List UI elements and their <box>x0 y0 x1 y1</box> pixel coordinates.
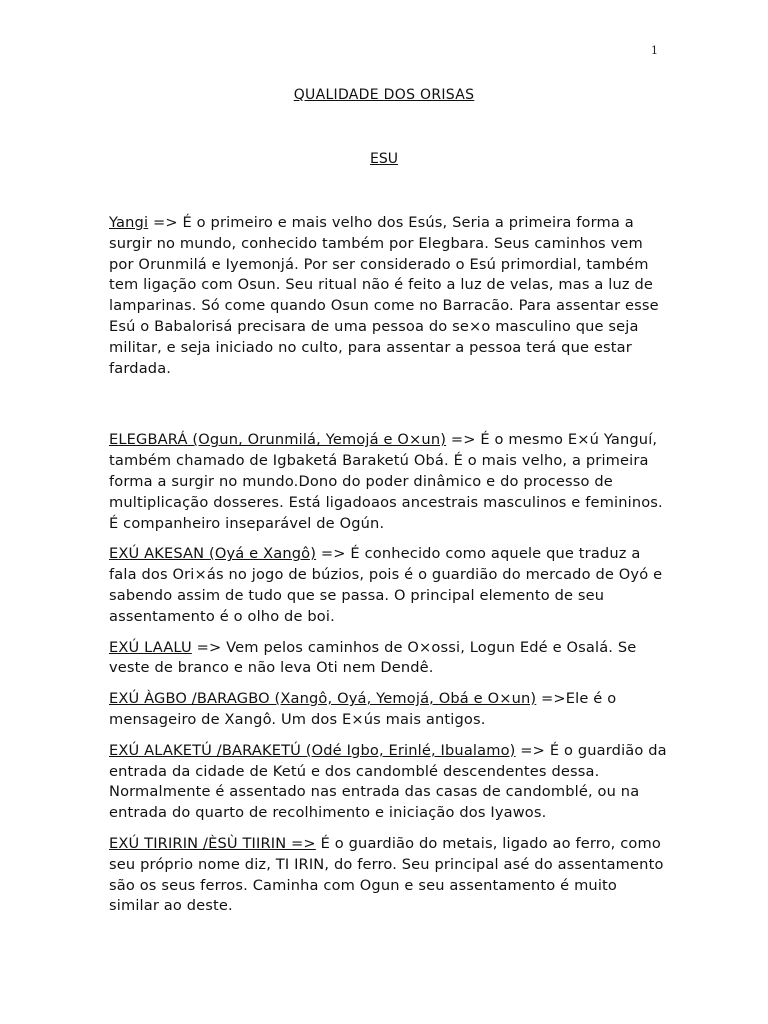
entry-name: EXÚ ÀGBO /BARAGBO (Xangô, Oyá, Yemojá, Obá e O×un) <box>109 690 537 708</box>
entry-text: => É o mesmo E×ú Yanguí, também chamado de Igbaketá Baraketú Obá. É o mais velho, a primeira forma a surgir no mundo.Dono do poder dinâmico e do processo de multiplicação dosseres. Está ligadoaos ancestrais masculinos e femininos. É companheiro inseparável de Ogún. <box>109 431 663 532</box>
entry-text: => É conhecido como aquele que traduz a fala dos Ori×ás no jogo de búzios, pois é o guardião do mercado de Oyó e sabendo assim de tudo que se passa. O principal elemento de seu assentamento é o olho de boi. <box>109 545 663 625</box>
entry-exu-alaketu <box>109 741 669 824</box>
entry-exu-agbo <box>109 689 669 731</box>
entry-text: É o guardião do metais, ligado ao ferro, como seu próprio nome diz, TI IRIN, do ferro. Seu principal asé do assentamento são os seus ferros. Caminha com Ogun e seu assentamento é muito similar ao deste. <box>109 834 664 915</box>
entry-text: => É o guardião da entrada da cidade de Ketú e dos candomblé descendentes dessa. Normalmente é assentado nas entrada das casas de candomblé, ou na entrada do quarto de recolhimento e iniciação dos Iyawos. <box>109 741 667 822</box>
entry-exu-tiririn <box>109 834 669 917</box>
page-number: 1 <box>651 44 658 57</box>
entry-text: => É o primeiro e mais velho dos Esús, Seria a primeira forma a surgir no mundo, conhecido também por Elegbara. Seus caminhos vem por Orunmilá e Iyemonjá. Por ser considerado o Esú primordial, também tem ligação com Osun. Seu ritual não é feito a luz de velas, mas a luz de lamparinas. Só come quando Osun come no Barracão. Para assentar esse Esú o Babalorisá precisara de uma pessoa do se×o masculino que seja militar, e seja iniciado no culto, para assentar a pessoa terá que estar fardada. <box>109 214 659 377</box>
entry-exu-akesan <box>109 544 669 627</box>
entry-name: Yangi <box>109 214 149 231</box>
entry-name: ELEGBARÁ (Ogun, Orunmilá, Yemojá e O×un) <box>109 431 447 449</box>
entry-name: EXÚ TIRIRIN /ÈSÙ TIIRIN => <box>109 834 316 852</box>
entry-elegbara <box>109 430 669 534</box>
entry-name: EXÚ ALAKETÚ /BARAKETÚ (Odé Igbo, Erinlé, Ibualamo) <box>109 741 516 759</box>
entry-yangi <box>109 213 669 379</box>
section-title: ESU <box>370 151 398 167</box>
entry-text: => Vem pelos caminhos de O×ossi, Logun Edé e Osalá. Se veste de branco e não leva Oti nem Dendê. <box>109 638 637 677</box>
entry-exu-laalu <box>109 638 669 680</box>
entry-text: =>Ele é o mensageiro de Xangô. Um dos E×ús mais antigos. <box>109 690 617 728</box>
entry-name: EXÚ LAALU <box>109 638 192 656</box>
entry-name: EXÚ AKESAN (Oyá e Xangô) <box>109 545 317 563</box>
document-title: QUALIDADE DOS ORISAS <box>293 87 475 103</box>
entry-list <box>109 213 669 917</box>
